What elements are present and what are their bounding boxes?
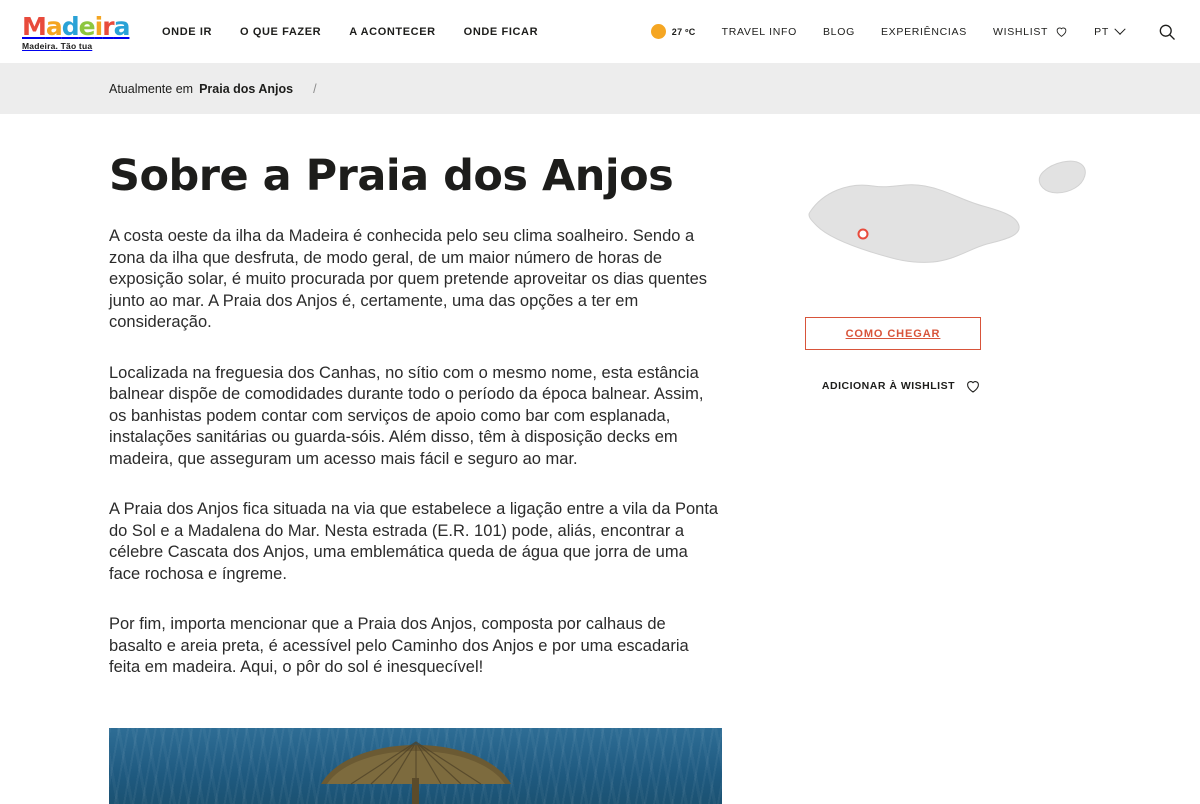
article-paragraph-3: A Praia dos Anjos fica situada na via que estabelece a ligação entre a vila da Ponta do Sol e a Madalena do Mar. Nesta estrada (E.R. 101) pode, aliás, encontrar a célebre Cascata dos Anjos, uma emblemática queda de água que jorra de uma face rochosa e íngreme. [109,500,719,583]
site-header [0,0,1200,63]
language-label: PT [1094,25,1109,38]
add-to-wishlist-button[interactable] [805,378,981,394]
straw-umbrella-illustration [291,728,541,804]
chevron-down-icon [1114,23,1125,34]
nav-item-onde-ficar[interactable]: ONDE FICAR [463,25,539,38]
article-paragraph-4: Por fim, importa mencionar que a Praia dos Anjos, composta por calhaus de basalto e areia preta, é acessível pelo Caminho dos Anjos e por uma escadaria feita em madeira. Aqui, o pôr do sol é inesquecível! [109,615,689,676]
sun-icon [651,24,666,39]
nav-item-onde-ir[interactable]: ONDE IR [162,25,213,38]
breadcrumb-prefix: Atualmente em [109,81,194,96]
main-content [0,114,1200,804]
main-navigation [162,26,538,38]
breadcrumb [0,63,1200,114]
util-link-experiencias[interactable]: EXPERIÊNCIAS [880,25,967,38]
logo-tagline: Madeira. Tão tua [22,40,93,51]
sidebar-column [722,114,1095,804]
wishlist-link[interactable] [993,25,1068,38]
article-paragraph-1: A costa oeste da ilha da Madeira é conhecida pelo seu clima soalheiro. Sendo a zona da ilha que desfruta, de modo geral, de um maior número de horas de exposição solar, é muito procurada por quem pretende aproveitar os dias quentes junto ao mar. A Praia dos Anjos é, certamente, uma das opções a ter em consideração. [109,227,708,331]
page-title: Sobre a Praia dos Anjos [109,151,674,201]
map-marker [859,230,868,239]
madeira-map-svg [805,154,1095,304]
heart-icon [1055,25,1068,38]
add-to-wishlist-label: ADICIONAR À WISHLIST [821,380,955,392]
weather-widget [651,24,696,39]
madeira-map[interactable] [805,154,1095,304]
header-utilities [651,21,1178,43]
breadcrumb-separator: / [313,81,317,96]
nav-item-o-que-fazer[interactable]: O QUE FAZER [240,25,322,38]
article-paragraph-2: Localizada na freguesia dos Canhas, no sítio com o mesmo nome, esta estância balnear dispõe de comodidades durante todo o período da época balnear. Assim, os banhistas podem contar com serviços de apoio como bar com esplanada, instalações sanitárias ou guarda-sóis. Além disso, têm à disposição decks em madeira, que asseguram um acesso mais fácil e seguro ao mar. [109,363,704,468]
wishlist-link-label: WISHLIST [992,25,1049,38]
weather-temperature: 27 ºC [671,26,696,37]
logo-wordmark: M a d e i r a [22,11,130,41]
article-image [109,728,722,804]
how-to-get-there-button[interactable] [805,317,981,350]
search-icon [1157,22,1177,42]
search-button[interactable] [1156,21,1178,43]
article-column [109,114,722,804]
language-selector[interactable] [1094,26,1124,38]
heart-icon [965,378,981,394]
site-logo[interactable] [22,13,140,51]
util-link-blog[interactable]: BLOG [822,25,855,38]
breadcrumb-current[interactable]: Praia dos Anjos [199,81,294,96]
how-to-get-there-label: COMO CHEGAR [845,327,941,340]
nav-item-a-acontecer[interactable]: A ACONTECER [349,25,436,38]
util-link-travel-info[interactable]: TRAVEL INFO [721,25,797,38]
